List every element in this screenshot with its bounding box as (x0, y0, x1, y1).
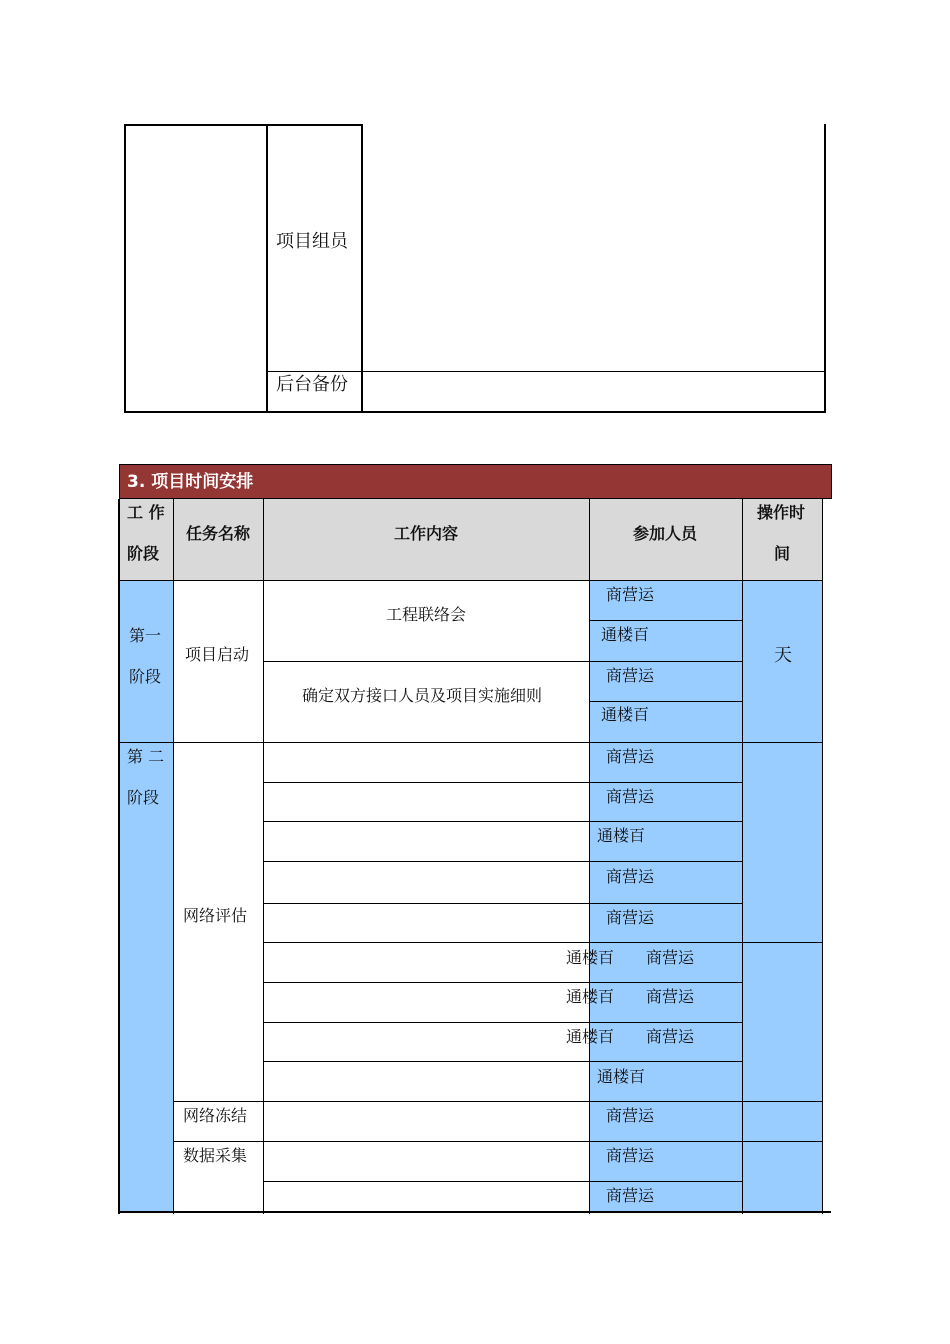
table-border (263, 942, 823, 943)
people-cell: 通楼百 (566, 987, 615, 1006)
table-border (263, 1181, 743, 1182)
header-task: 任务名称 (186, 524, 251, 543)
people-cell-extra: 商营运 (646, 1027, 695, 1046)
table-border (263, 782, 743, 783)
table-border (173, 1101, 823, 1102)
people-cell: 商营运 (606, 585, 655, 604)
people-cell: 商营运 (606, 1186, 655, 1205)
people-cell-extra: 商营运 (646, 987, 695, 1006)
table-border (589, 499, 590, 1214)
table-border (263, 1022, 743, 1023)
people-cell: 通楼百 (601, 625, 650, 644)
row-label-members: 项目组员 (276, 231, 348, 252)
header-content: 工作内容 (394, 524, 459, 543)
people-cell: 商营运 (606, 908, 655, 927)
table-border (361, 124, 363, 413)
table-border (124, 411, 826, 413)
people-cell: 商营运 (606, 1146, 655, 1165)
table-border (263, 499, 264, 1214)
header-time-bottom: 间 (774, 544, 791, 563)
header-people: 参加人员 (633, 524, 698, 543)
row-label-backup: 后台备份 (276, 374, 348, 395)
table-border (822, 499, 823, 1214)
task-project-kickoff: 项目启动 (185, 645, 250, 664)
table-border (118, 1211, 831, 1213)
header-time-top: 操作时 (757, 503, 806, 522)
people-cell-extra: 商营运 (646, 948, 695, 967)
table-border (263, 821, 743, 822)
table-border (263, 661, 743, 662)
people-cell: 商营运 (606, 1106, 655, 1125)
table-border (263, 861, 743, 862)
table-border (124, 124, 126, 413)
table-border (590, 620, 743, 621)
table-border (263, 982, 743, 983)
table-border (263, 1061, 743, 1062)
people-cell: 商营运 (606, 666, 655, 685)
people-cell: 通楼百 (566, 948, 615, 967)
table-border (173, 499, 174, 1214)
stage1-time: 天 (774, 645, 792, 666)
table-border (124, 124, 362, 126)
people-cell: 通楼百 (566, 1027, 615, 1046)
table-border (173, 1141, 823, 1142)
table-border (266, 124, 268, 413)
people-cell: 通楼百 (597, 1067, 646, 1086)
content-liaison-meeting: 工程联络会 (386, 605, 467, 624)
people-cell: 商营运 (606, 747, 655, 766)
table-border (263, 903, 743, 904)
table-border (590, 701, 743, 702)
content-interface-staff: 确定双方接口人员及项目实施细则 (302, 686, 543, 705)
table-border (118, 580, 823, 581)
stage1-label-bottom: 阶段 (129, 667, 162, 686)
header-stage-top: 工 作 (127, 503, 165, 522)
task-network-eval: 网络评估 (183, 906, 248, 925)
people-cell: 通楼百 (601, 705, 650, 724)
task-data-collection: 数据采集 (183, 1146, 248, 1165)
task-network-freeze: 网络冻结 (183, 1106, 248, 1125)
stage2-label-top: 第 二 (127, 747, 165, 766)
stage2-label-bottom: 阶段 (127, 788, 160, 807)
table-border (267, 371, 825, 372)
section-header-bar (119, 464, 832, 499)
people-cell: 通楼百 (597, 826, 646, 845)
table-border (118, 499, 120, 1214)
header-stage-bottom: 阶段 (127, 544, 160, 563)
people-cell: 商营运 (606, 867, 655, 886)
table-border (742, 499, 743, 1214)
stage1-label-top: 第一 (129, 626, 162, 645)
section-title: 3. 项目时间安排 (127, 472, 254, 492)
table-border (118, 742, 823, 743)
table-border (824, 124, 826, 413)
people-cell: 商营运 (606, 787, 655, 806)
